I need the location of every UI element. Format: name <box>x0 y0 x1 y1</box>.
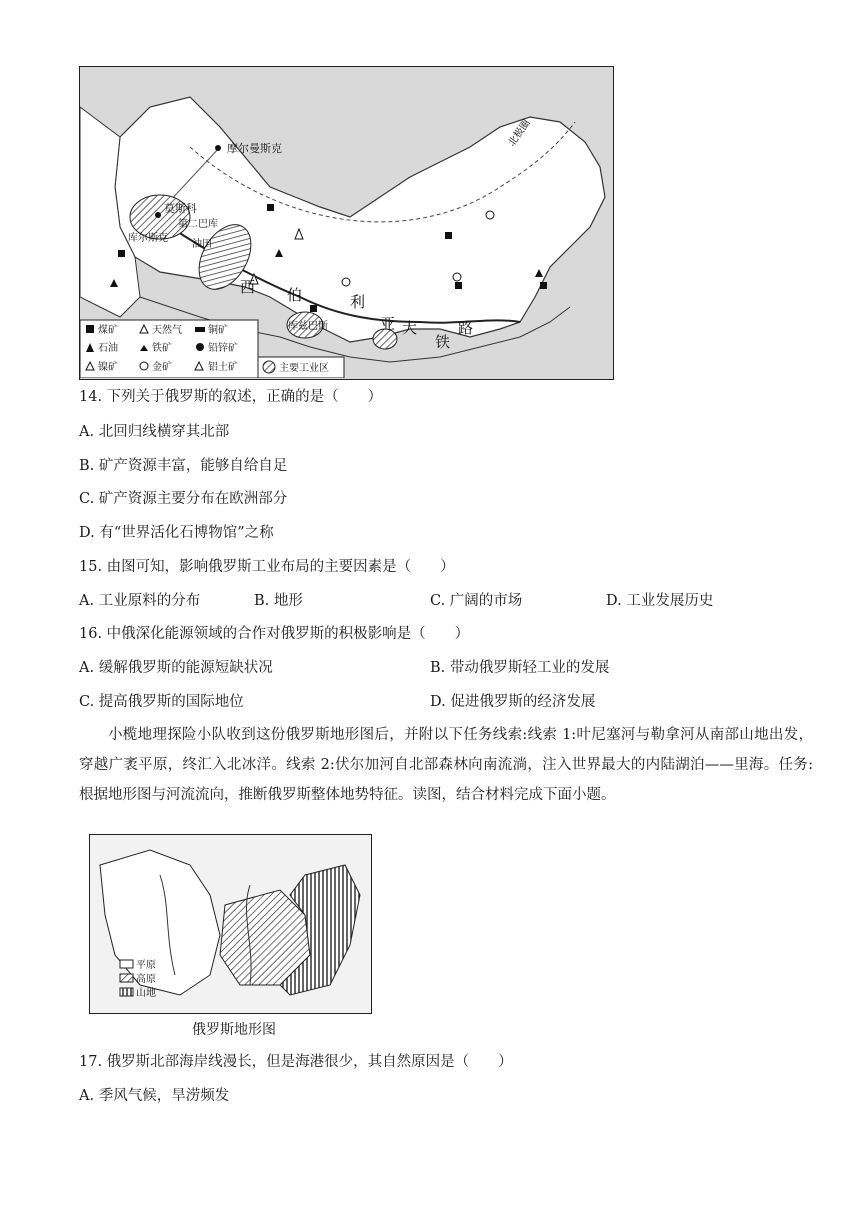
legend-copper: 铜矿 <box>208 325 228 336</box>
q15-stem: 15. 由图可知，影响俄罗斯工业布局的主要因素是（ ） <box>79 559 455 575</box>
gold-symbol <box>342 278 350 286</box>
q14-option-b[interactable]: B. 矿产资源丰富，能够自给自足 <box>79 458 288 474</box>
coal-symbol <box>310 305 317 312</box>
q16-option-a[interactable]: A. 缓解俄罗斯的能源短缺状况 <box>79 660 273 676</box>
gold-symbol <box>453 273 461 281</box>
gold-symbol <box>486 211 494 219</box>
q14-option-a[interactable]: A. 北回归线横穿其北部 <box>79 424 230 440</box>
moscow-dot <box>155 212 161 218</box>
legend-bauxite: 铝土矿 <box>208 362 238 373</box>
legend-oil: 石油 <box>98 343 118 354</box>
russia-terrain-map <box>89 834 372 1014</box>
legend-coal: 煤矿 <box>98 325 118 336</box>
legend-mountain: 山地 <box>136 988 156 999</box>
coal-symbol <box>455 282 462 289</box>
q15-option-d[interactable]: D. 工业发展历史 <box>606 593 714 609</box>
legend-gold: 金矿 <box>152 362 172 373</box>
russia-resource-map <box>79 66 614 380</box>
q16-option-b[interactable]: B. 带动俄罗斯轻工业的发展 <box>430 660 610 676</box>
q15-option-c[interactable]: C. 广阔的市场 <box>430 593 523 609</box>
resource-map-svg <box>80 67 612 378</box>
legend-lead-zinc: 铅锌矿 <box>208 343 238 354</box>
rail-char: 伯 <box>287 286 303 304</box>
legend-gas: 天然气 <box>152 325 182 336</box>
q16-option-d[interactable]: D. 促进俄罗斯的经济发展 <box>430 694 596 710</box>
coal-symbol <box>540 282 547 289</box>
terrain-land-west <box>100 850 220 995</box>
legend-plain: 平原 <box>136 960 156 971</box>
label-second-baku: 第二巴库 <box>178 219 218 230</box>
label-arctic-circle: 北极圈 <box>506 117 533 149</box>
label-kuzbass: 库兹巴斯 <box>288 321 328 332</box>
label-kursk: 库尔斯克 <box>128 233 168 244</box>
q15-option-a[interactable]: A. 工业原料的分布 <box>79 593 201 609</box>
q14-option-c[interactable]: C. 矿产资源主要分布在欧洲部分 <box>79 491 288 507</box>
label-moscow: 莫斯科 <box>164 202 197 215</box>
murmansk-dot <box>215 145 221 151</box>
q14-stem: 14. 下列关于俄罗斯的叙述，正确的是（ ） <box>79 389 383 405</box>
q16-stem: 16. 中俄深化能源领域的合作对俄罗斯的积极影响是（ ） <box>79 626 470 642</box>
legend-plateau: 高原 <box>136 974 156 985</box>
legend-nickel: 镍矿 <box>98 362 118 373</box>
rail-char: 大 <box>402 319 418 337</box>
label-murmansk: 摩尔曼斯克 <box>227 142 282 155</box>
q17-option-a[interactable]: A. 季风气候，旱涝频发 <box>79 1088 230 1104</box>
rail-char: 利 <box>350 293 366 311</box>
coal-symbol <box>445 232 452 239</box>
reading-passage: 小榄地理探险小队收到这份俄罗斯地形图后，并附以下任务线索:线索 1:叶尼塞河与勒拿河从南部山地出发，穿越广袤平原，终汇入北冰洋。线索 2:伏尔加河自北部森林向南流淌，注入世界最大的内陆湖泊——里海。任务:根据地形图与河流流向，推断俄罗斯整体地势特征。读图，结合材料完成下面小题。 <box>79 727 813 803</box>
q16-option-c[interactable]: C. 提高俄罗斯的国际地位 <box>79 694 244 710</box>
rail-char: 亚 <box>380 315 396 333</box>
legend-industry-zone: 主要工业区 <box>279 363 329 374</box>
label-oilfield: 油田 <box>192 239 212 250</box>
coal-symbol <box>118 250 125 257</box>
terrain-map-svg <box>90 835 370 1012</box>
terrain-map-caption: 俄罗斯地形图 <box>192 1022 276 1038</box>
q17-stem: 17. 俄罗斯北部海岸线漫长，但是海港很少，其自然原因是（ ） <box>79 1054 513 1070</box>
rail-char: 西 <box>240 278 256 296</box>
q15-option-b[interactable]: B. 地形 <box>254 593 303 609</box>
legend-iron: 铁矿 <box>152 343 172 354</box>
rail-char: 路 <box>458 319 474 337</box>
coal-symbol <box>267 204 274 211</box>
q14-option-d[interactable]: D. 有“世界活化石博物馆”之称 <box>79 525 274 541</box>
rail-char: 铁 <box>435 333 451 351</box>
